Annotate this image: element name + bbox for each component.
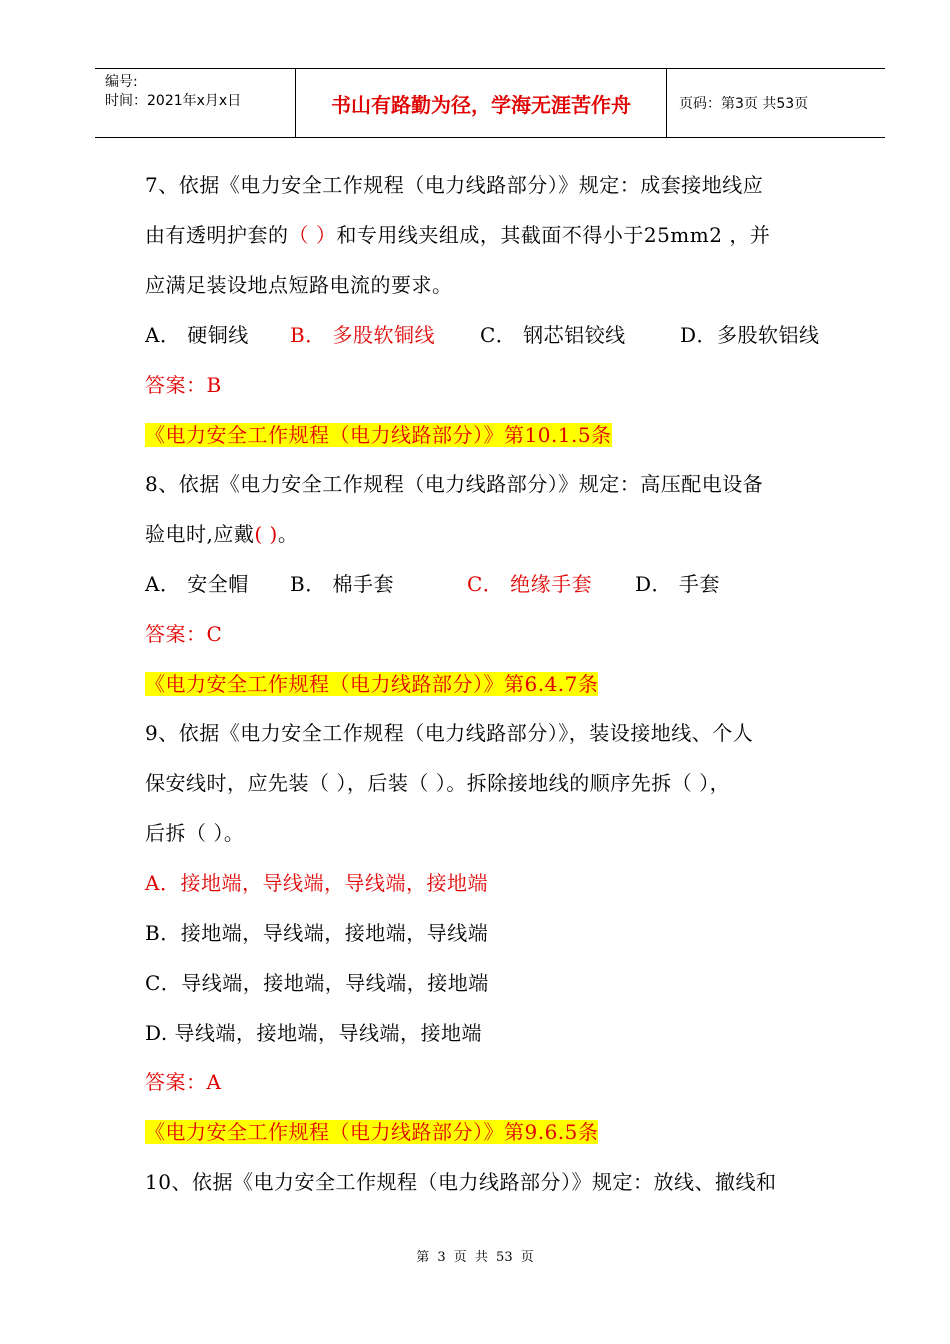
q8-option-a: A． 安全帽 (145, 572, 249, 596)
q7-blank: （ ） (288, 223, 337, 247)
q9-option-a: A．接地端，导线端，导线端，接地端 (145, 871, 488, 895)
q8-line-1: 8、依据《电力安全工作规程（电力线路部分）》规定：高压配电设备 (145, 472, 764, 496)
q8-option-c: C． 绝缘手套 (467, 572, 593, 596)
q7-answer: 答案：B (145, 373, 222, 397)
q8-reference (145, 671, 598, 697)
q9-reference-text: 《电力安全工作规程（电力线路部分）》第9.6.5条 (145, 1120, 599, 1144)
q8-line-2 (145, 521, 298, 547)
q7-reference (145, 422, 612, 448)
header-page-info: 页码：第3页 共53页 (679, 96, 809, 112)
q8-option-d: D． 手套 (635, 572, 720, 596)
q7-line-1: 7、依据《电力安全工作规程（电力线路部分）》规定：成套接地线应 (145, 173, 764, 197)
q9-line-2: 保安线时，应先装（ ），后装（ ）。拆除接地线的顺序先拆（ ）， (145, 771, 731, 795)
q8-option-b: B． 棉手套 (290, 572, 395, 596)
q7-reference-text: 《电力安全工作规程（电力线路部分）》第10.1.5条 (145, 423, 612, 447)
q7-line-2 (145, 222, 770, 248)
header-motto: 书山有路勤为径，学海无涯苦作舟 (331, 92, 631, 117)
q7-option-d: D．多股软铝线 (680, 323, 820, 347)
q7-text: 和专用线夹组成，其截面不得小于25mm2 ，并 (336, 223, 771, 247)
q7-text: 由有透明护套的 (145, 223, 289, 247)
number-label: 编号: (105, 74, 138, 90)
q8-text: 验电时,应戴 (145, 522, 255, 546)
header-meta (105, 73, 241, 111)
page-footer: 第 3 页 共 53 页 (416, 1250, 534, 1265)
q9-line-3: 后拆（ ）。 (145, 821, 245, 845)
q9-option-c: C．导线端，接地端，导线端，接地端 (145, 971, 489, 995)
q7-option-b: B． 多股软铜线 (290, 323, 436, 347)
q8-reference-text: 《电力安全工作规程（电力线路部分）》第6.4.7条 (145, 672, 599, 696)
q9-option-d: D. 导线端，接地端，导线端，接地端 (145, 1021, 483, 1045)
q10-line-1: 10、依据《电力安全工作规程（电力线路部分）》规定：放线、撤线和 (145, 1170, 777, 1194)
q8-options (145, 571, 720, 597)
q8-text: 。 (277, 522, 299, 546)
q9-answer: 答案：A (145, 1070, 222, 1094)
q9-reference (145, 1119, 598, 1145)
header-divider (666, 69, 667, 137)
q7-option-a: A． 硬铜线 (145, 323, 249, 347)
q7-line-3: 应满足装设地点短路电流的要求。 (145, 273, 453, 297)
q7-options (145, 322, 820, 348)
q8-answer: 答案：C (145, 622, 223, 646)
q9-line-1: 9、依据《电力安全工作规程（电力线路部分）》，装设接地线、个人 (145, 721, 754, 745)
q8-blank: ( ) (254, 522, 278, 546)
q9-option-b: B．接地端，导线端，接地端，导线端 (145, 921, 489, 945)
q7-option-c: C． 钢芯铝铰线 (480, 323, 626, 347)
time-label: 时间：2021年x月x日 (105, 93, 242, 109)
page-header (95, 68, 885, 138)
